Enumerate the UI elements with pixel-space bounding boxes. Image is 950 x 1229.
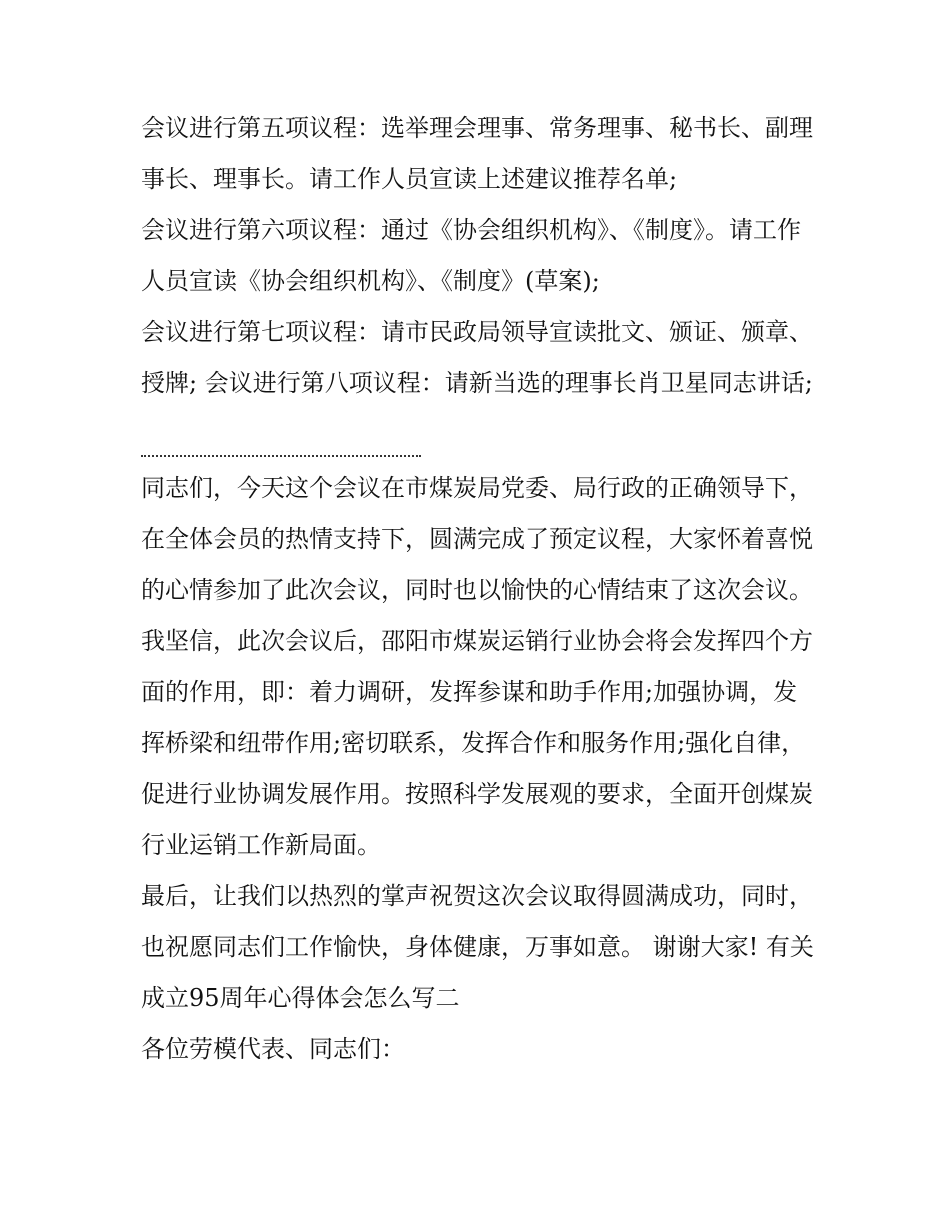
paragraph-agenda-item-6: 会议进行第六项议程：通过《协会组织机构》、《制度》。请工作人员宣读《协会组织机构》、《制度》(草案); [141,216,801,295]
paragraph-final-congratulations: 最后，让我们以热烈的掌声祝贺这次会议取得圆满成功，同时，也祝愿同志们工作愉快，身体健康，万事如意。 谢谢大家! 有关成立95周年心得体会怎么写二 [141,882,814,1012]
paragraph-closing-remarks: 同志们，今天这个会议在市煤炭局党委、局行政的正确领导下，在全体会员的热情支持下，圆满完成了预定议程，大家怀着喜悦的心情参加了此次会议，同时也以愉快的心情结束了这次会议。我坚信，此次会议后，邵阳市煤炭运销行业协会将会发挥四个方面的作用，即：着力调研，发挥参谋和助手作用;加强协调，发挥桥梁和纽带作用;密切联系，发挥合作和服务作用;强化自律，促进行业协调发展作用。按照科学发展观的要求，全面开创煤炭行业运销工作新局面。 [141,474,813,859]
paragraph-agenda-item-5: 会议进行第五项议程：选举理会理事、常务理事、秘书长、副理事长、理事长。请工作人员宣读上述建议推荐名单; [141,114,813,193]
document-page [141,103,821,1075]
dotted-separator [141,421,421,457]
paragraph-salutation: 各位劳模代表、同志们： [141,1035,405,1063]
paragraph-agenda-item-7-8: 会议进行第七项议程：请市民政局领导宣读批文、颁证、颁章、授牌; 会议进行第八项议程：请新当选的理事长肖卫星同志讲话; [141,318,813,397]
